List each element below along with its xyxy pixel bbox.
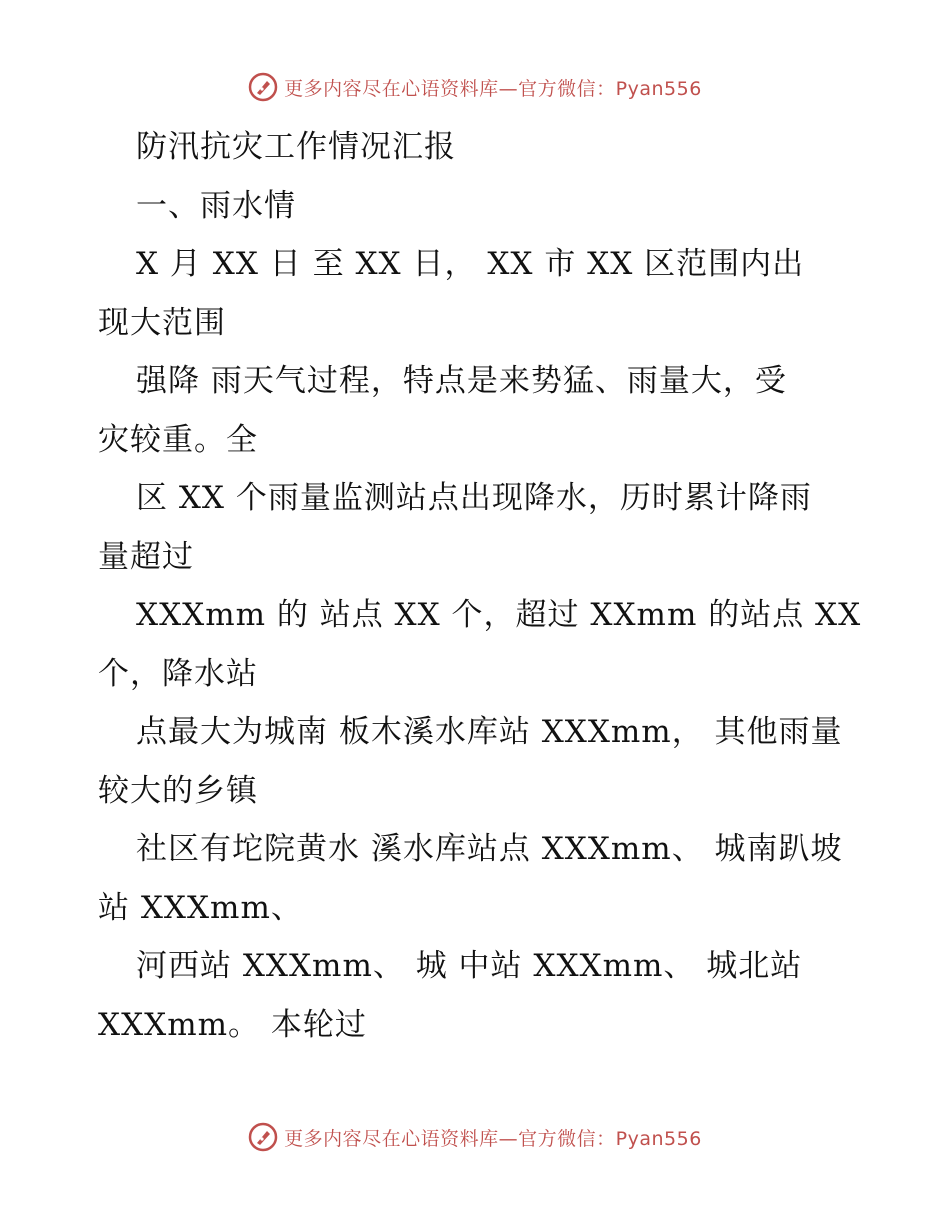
pen-nib-logo-icon: [248, 72, 278, 102]
paragraph-line: X 月 XX 日 至 XX 日， XX 市 XX 区范围内出: [136, 246, 805, 282]
paragraph-line: 强降 雨天气过程，特点是来势猛、雨量大，受: [136, 363, 787, 399]
paragraph-line: 点最大为城南 板木溪水库站 XXXmm， 其他雨量: [136, 714, 843, 750]
paragraph-line: XXXmm。 本轮过: [98, 1006, 367, 1043]
paragraph-line: 区 XX 个雨量监测站点出现降水，历时累计降雨: [136, 480, 812, 516]
document-title: 防汛抗灾工作情况汇报: [136, 129, 456, 165]
paragraph-line: 量超过: [98, 538, 194, 575]
pen-nib-logo-icon: [248, 1122, 278, 1152]
document-body: [98, 118, 862, 1054]
footer-banner: [0, 1122, 950, 1152]
section-heading: 一、雨水情: [136, 187, 296, 224]
paragraph-line: 灾较重。全: [98, 421, 258, 458]
paragraph-line: 社区有坨院黄水 溪水库站点 XXXmm、 城南趴坡: [136, 831, 843, 867]
paragraph-line: 现大范围: [98, 304, 226, 341]
header-banner-text: 更多内容尽在心语资料库—官方微信：Pyan556: [284, 77, 702, 100]
paragraph-line: 河西站 XXXmm、 城 中站 XXXmm、 城北站: [136, 948, 803, 984]
header-banner: [0, 72, 950, 102]
paragraph-line: 站 XXXmm、: [98, 889, 303, 926]
paragraph-line: 较大的乡镇: [98, 772, 258, 809]
paragraph-line: XXXmm 的 站点 XX 个，超过 XXmm 的站点 XX: [136, 597, 862, 633]
paragraph-line: 个，降水站: [98, 655, 258, 692]
footer-banner-text: 更多内容尽在心语资料库—官方微信：Pyan556: [284, 1127, 702, 1150]
